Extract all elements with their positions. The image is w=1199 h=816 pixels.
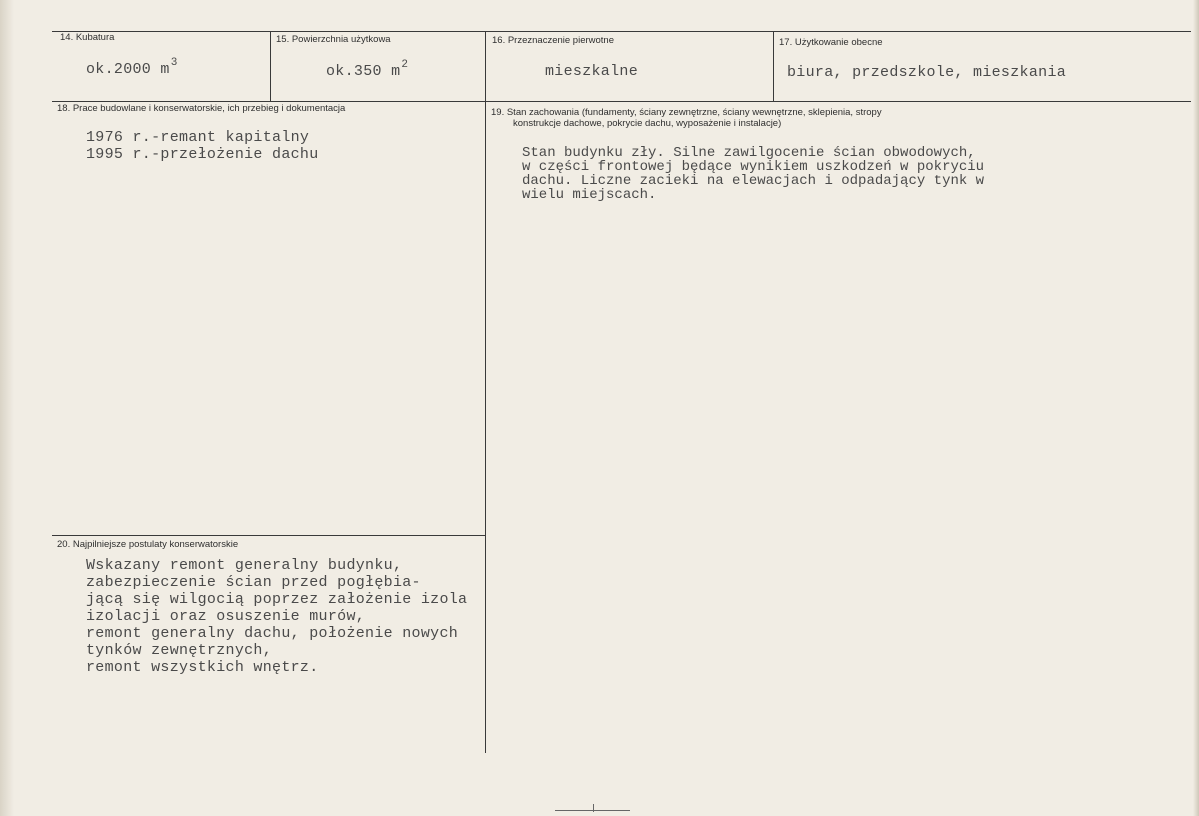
- field-16-value: mieszkalne: [545, 63, 639, 80]
- field-14-value: [86, 57, 178, 78]
- field-19-text: [522, 146, 984, 202]
- field-18-line-2: 1995 r.-przełożenie dachu: [86, 146, 319, 163]
- divider-18-19: [485, 101, 486, 753]
- field-17-value: biura, przedszkole, mieszkania: [787, 64, 1067, 81]
- field-20-line-7: remont wszystkich wnętrz.: [86, 659, 319, 676]
- field-17-label: 17. Użytkowanie obecne: [779, 37, 883, 48]
- field-15-value-text: ok.350 m: [326, 63, 401, 80]
- paper-edge-right: [1193, 0, 1199, 816]
- top-row-bottom-border: [52, 101, 1191, 102]
- field-19-line-1: Stan budynku zły. Silne zawilgocenie ścian obwodowych,: [522, 145, 976, 161]
- top-row-top-border: [52, 31, 1191, 32]
- field-14-label: 14. Kubatura: [60, 32, 115, 43]
- field-20-text: [86, 557, 467, 676]
- field-15-unit-superscript: 2: [401, 59, 409, 71]
- field-20-line-3: jącą się wilgocią poprzez założenie izola: [86, 591, 468, 608]
- field-19-line-3: dachu. Liczne zacieki na elewacjach i odpadający tynk w: [522, 173, 985, 189]
- field-15-label: 15. Powierzchnia użytkowa: [276, 34, 391, 45]
- field-15-value: [326, 59, 409, 80]
- field-19-label-line-1: 19. Stan zachowania (fundamenty, ściany zewnętrzne, ściany wewnętrzne, sklepienia, stropy: [491, 107, 882, 118]
- field-19-label-line-2: konstrukcje dachowe, pokrycie dachu, wyposażenie i instalacje): [513, 118, 782, 129]
- field-20-line-6: tynków zewnętrznych,: [86, 642, 273, 659]
- section-20-top-border: [52, 535, 485, 536]
- paper-edge-left: [0, 0, 14, 816]
- field-16-label: 16. Przeznaczenie pierwotne: [492, 35, 614, 46]
- field-19-label: [491, 107, 882, 129]
- divider-14-15: [270, 31, 271, 101]
- field-14-unit-superscript: 3: [170, 57, 178, 69]
- divider-15-16: [485, 31, 486, 101]
- field-20-line-4: izolacji oraz osuszenie murów,: [86, 608, 366, 625]
- bottom-tick-mark: [593, 804, 594, 812]
- field-20-line-5: remont generalny dachu, położenie nowych: [86, 625, 459, 642]
- field-20-label: 20. Najpilniejsze postulaty konserwatorskie: [57, 539, 239, 550]
- field-19-line-2: w części frontowej będące wynikiem uszkodzeń w pokryciu: [522, 159, 985, 175]
- divider-16-17: [773, 31, 774, 101]
- field-18-line-1: 1976 r.-remant kapitalny: [86, 129, 310, 146]
- field-20-line-1: Wskazany remont generalny budynku,: [86, 557, 403, 574]
- field-18-text: [86, 129, 319, 163]
- field-19-line-4: wielu miejscach.: [522, 187, 657, 203]
- field-18-label: 18. Prace budowlane i konserwatorskie, ich przebieg i dokumentacja: [57, 103, 346, 114]
- field-20-line-2: zabezpieczenie ścian przed pogłębia-: [86, 574, 421, 591]
- field-14-value-text: ok.2000 m: [86, 61, 170, 78]
